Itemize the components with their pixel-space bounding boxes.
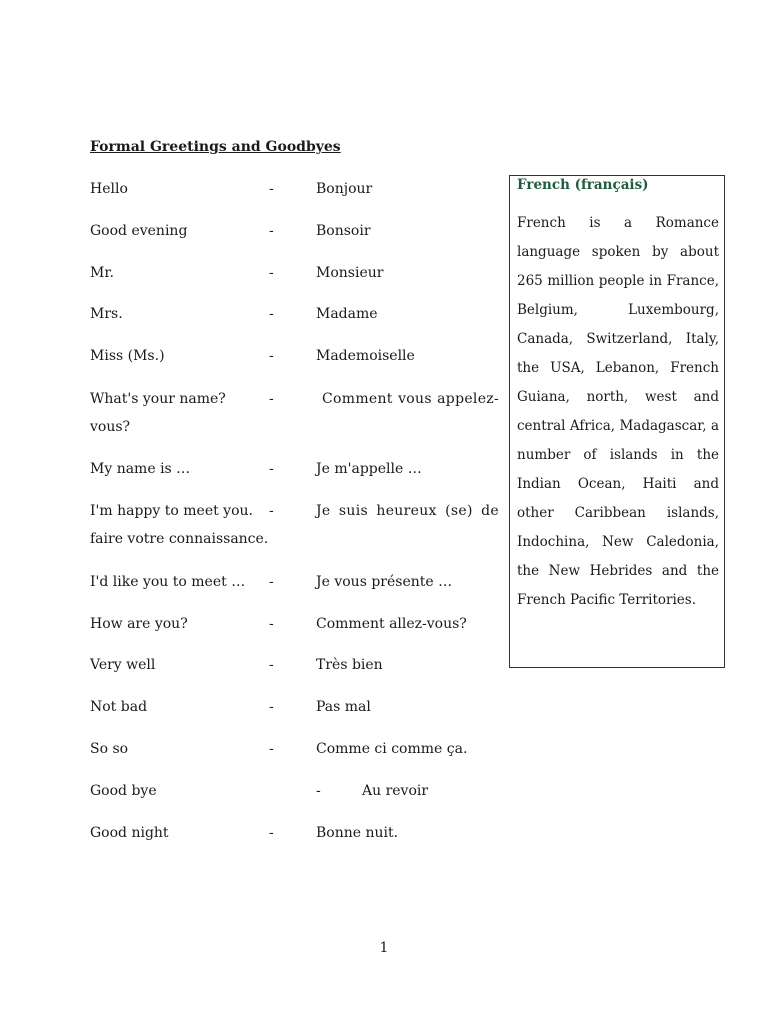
info-panel-body: French is a Romance language spoken by about 265 million people in France, Belgium, Luxembourg, Canada, Switzerland, Italy, the USA, Lebanon, French Guiana, north, west and central Africa, Madagascar, a number of islands in the Indian Ocean, Haiti and other Caribbean islands, Indochina, New Caledonia, the New Hebrides and the French Pacific Territories. xyxy=(517,215,719,608)
separator-dash: - xyxy=(269,461,274,477)
separator-dash: - xyxy=(269,306,274,322)
info-panel-heading: French (français) xyxy=(517,177,649,193)
french-phrase: Je suis heureux (se) de xyxy=(316,503,499,519)
english-phrase: Hello xyxy=(90,181,128,197)
french-phrase: Bonsoir xyxy=(316,223,371,239)
english-phrase: I'm happy to meet you. xyxy=(90,503,253,519)
french-phrase: Comment vous appelez- xyxy=(322,391,499,407)
separator-dash: - xyxy=(269,348,274,364)
french-phrase: Très bien xyxy=(316,657,383,673)
separator-dash: - xyxy=(269,265,274,281)
english-phrase: I'd like you to meet … xyxy=(90,574,246,590)
english-phrase: My name is … xyxy=(90,461,191,477)
separator-dash: - xyxy=(269,825,274,841)
separator-dash: - xyxy=(269,616,274,632)
separator-dash: - xyxy=(269,503,274,519)
separator-dash: - xyxy=(269,181,274,197)
english-phrase-continued: faire votre connaissance. xyxy=(90,531,269,547)
french-phrase: Mademoiselle xyxy=(316,348,415,364)
english-phrase: Good evening xyxy=(90,223,188,239)
english-phrase: Miss (Ms.) xyxy=(90,348,165,364)
separator-dash: - xyxy=(269,657,274,673)
english-phrase: Mr. xyxy=(90,265,114,281)
separator-dash: - xyxy=(269,574,274,590)
english-phrase: How are you? xyxy=(90,616,188,632)
french-phrase: Madame xyxy=(316,306,378,322)
separator-dash: - xyxy=(269,699,274,715)
info-panel xyxy=(509,175,725,668)
english-phrase: Very well xyxy=(90,657,156,673)
english-phrase-continued: vous? xyxy=(90,419,131,435)
french-phrase: Je m'appelle … xyxy=(316,461,422,477)
french-phrase: Bonjour xyxy=(316,181,373,197)
french-phrase: Monsieur xyxy=(316,265,384,281)
page-title: Formal Greetings and Goodbyes xyxy=(90,139,341,155)
english-phrase: Not bad xyxy=(90,699,148,715)
french-phrase: Bonne nuit. xyxy=(316,825,399,841)
french-phrase: Pas mal xyxy=(316,699,371,715)
page-number: 1 xyxy=(379,940,389,956)
french-phrase: Je vous présente … xyxy=(316,574,453,590)
separator-dash: - xyxy=(269,741,274,757)
french-phrase: Comme ci comme ça. xyxy=(316,741,468,757)
separator-dash: - xyxy=(316,783,321,799)
english-phrase: What's your name? xyxy=(90,391,226,407)
separator-dash: - xyxy=(269,223,274,239)
french-phrase: Comment allez-vous? xyxy=(316,616,467,632)
separator-dash: - xyxy=(269,391,274,407)
english-phrase: Good night xyxy=(90,825,169,841)
french-phrase: Au revoir xyxy=(362,783,429,799)
english-phrase: Mrs. xyxy=(90,306,123,322)
english-phrase: So so xyxy=(90,741,129,757)
english-phrase: Good bye xyxy=(90,783,157,799)
